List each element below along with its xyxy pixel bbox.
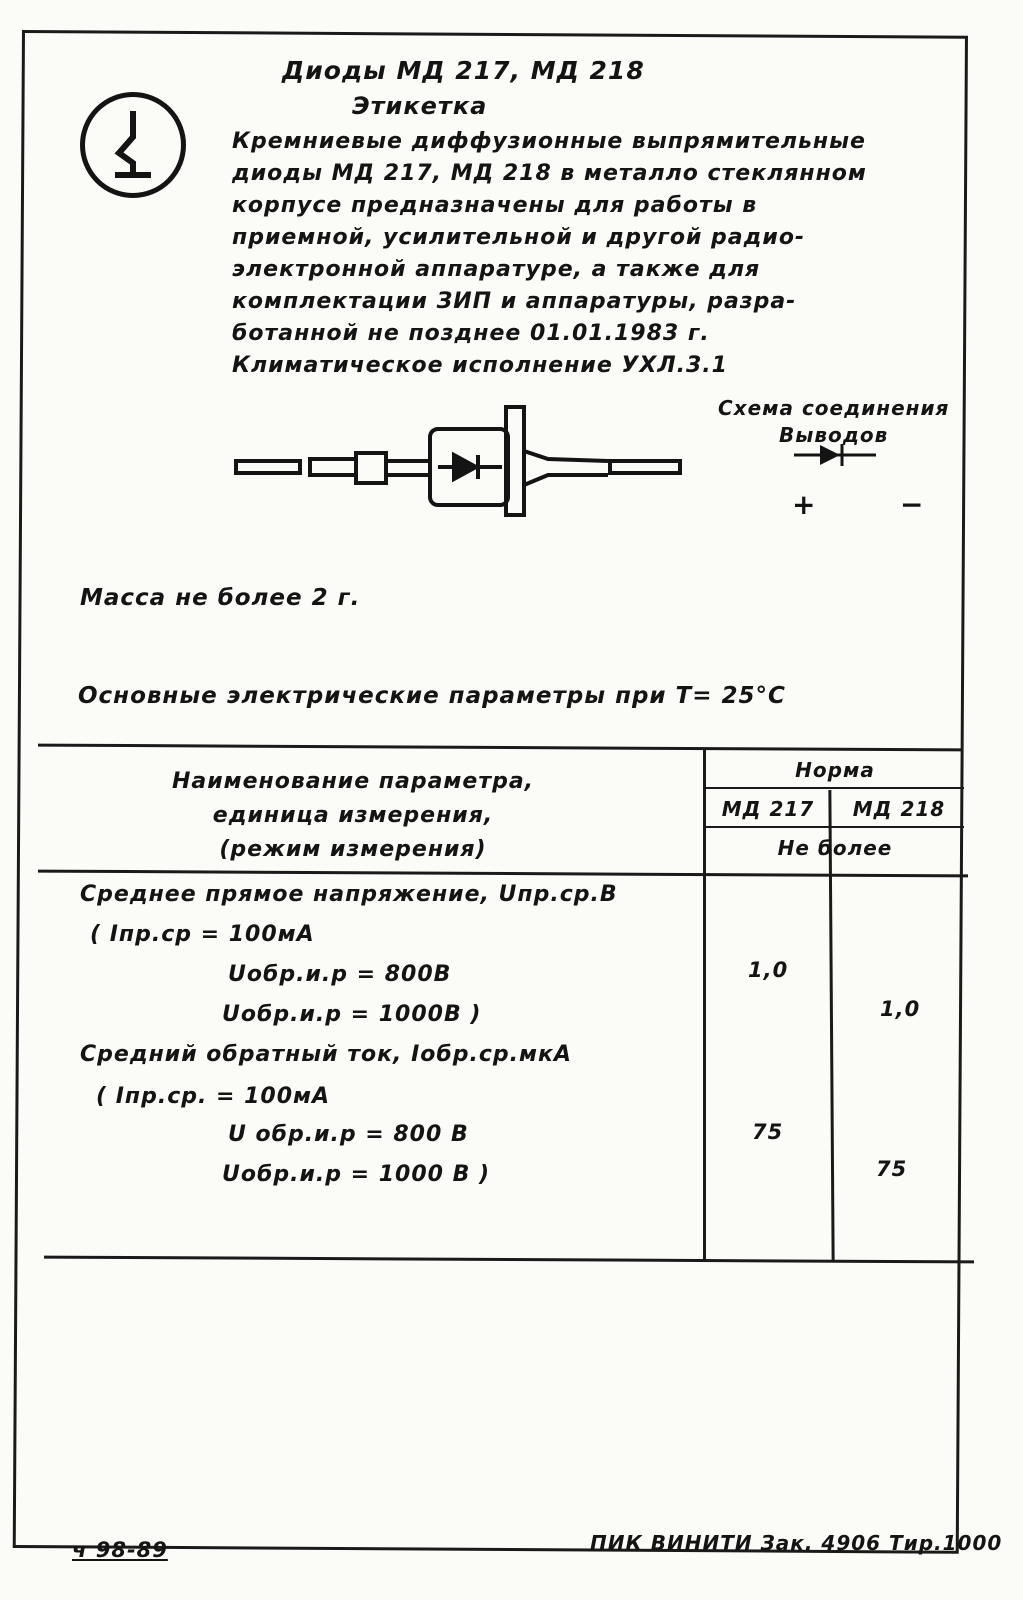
pinout-title-line: Выводов	[779, 423, 889, 447]
value-md217-current: 75	[752, 1120, 784, 1144]
table-header-parameter	[118, 765, 588, 867]
description	[232, 126, 944, 382]
header-line: Наименование параметра,	[171, 769, 535, 794]
norm-divider	[706, 787, 964, 789]
manufacturer-logo	[80, 92, 186, 198]
mass-note: Масса не более 2 г.	[80, 585, 361, 611]
document-title: Диоды МД 217, МД 218	[282, 56, 645, 85]
description-line: Климатическое исполнение УХЛ.3.1	[232, 353, 728, 378]
table-header-md217: МД 217	[721, 797, 815, 821]
document-subtitle: Этикетка	[352, 92, 488, 120]
pinout-diode-icon	[790, 440, 880, 470]
table-row: Среднее прямое напряжение, Uпр.ср.B	[80, 882, 618, 907]
table-row: Средний обратный ток, Iобр.ср.мкА	[80, 1042, 572, 1067]
description-line: диоды МД 217, МД 218 в металло стеклянном	[232, 161, 867, 186]
cathode-sign: −	[900, 488, 924, 521]
pinout-title-line: Схема соединения	[718, 396, 950, 420]
table-row: Uобр.и.р = 1000 В )	[222, 1162, 491, 1187]
norm-divider	[706, 826, 964, 828]
table-row: ( Iпр.ср = 100мА	[90, 922, 315, 947]
description-line: корпусе предназначены для работы в	[232, 193, 758, 218]
description-line: приемной, усилительной и другой радио-	[232, 225, 806, 250]
header-line: единица измерения,	[212, 803, 494, 828]
footer-printer-info: ПИК ВИНИТИ Зак. 4906 Тир.1000	[590, 1531, 1003, 1555]
description-line: комплектации ЗИП и аппаратуры, разра-	[232, 289, 797, 314]
table-row: Uобр.и.р = 1000В )	[222, 1002, 482, 1027]
diode-package-drawing	[230, 395, 700, 525]
header-line: (режим измерения)	[219, 837, 487, 862]
description-line: ботанной не позднее 01.01.1983 г.	[232, 321, 710, 346]
description-line: электронной аппаратуре, а также для	[232, 257, 761, 282]
table-header-norm: Норма	[795, 758, 875, 782]
parameters-title: Основные электрические параметры при T= 25°C	[78, 683, 786, 709]
table-header-md218: МД 218	[852, 797, 946, 821]
value-md218-voltage: 1,0	[880, 997, 921, 1021]
value-md218-current: 75	[876, 1157, 908, 1181]
footer-document-number: ч 98-89	[72, 1538, 168, 1562]
table-row: ( Iпр.ср. = 100мА	[96, 1084, 331, 1109]
logo-symbol-icon	[85, 97, 181, 193]
description-line: Кремниевые диффузионные выпрямительные	[232, 129, 866, 154]
table-header-no-more: Не более	[777, 836, 893, 860]
anode-sign: +	[792, 488, 816, 521]
table-row: Uобр.и.р = 800В	[228, 962, 452, 987]
diode-symbol-icon	[438, 455, 502, 479]
value-md217-voltage: 1,0	[748, 958, 789, 982]
table-row: U обр.и.р = 800 В	[228, 1122, 469, 1147]
